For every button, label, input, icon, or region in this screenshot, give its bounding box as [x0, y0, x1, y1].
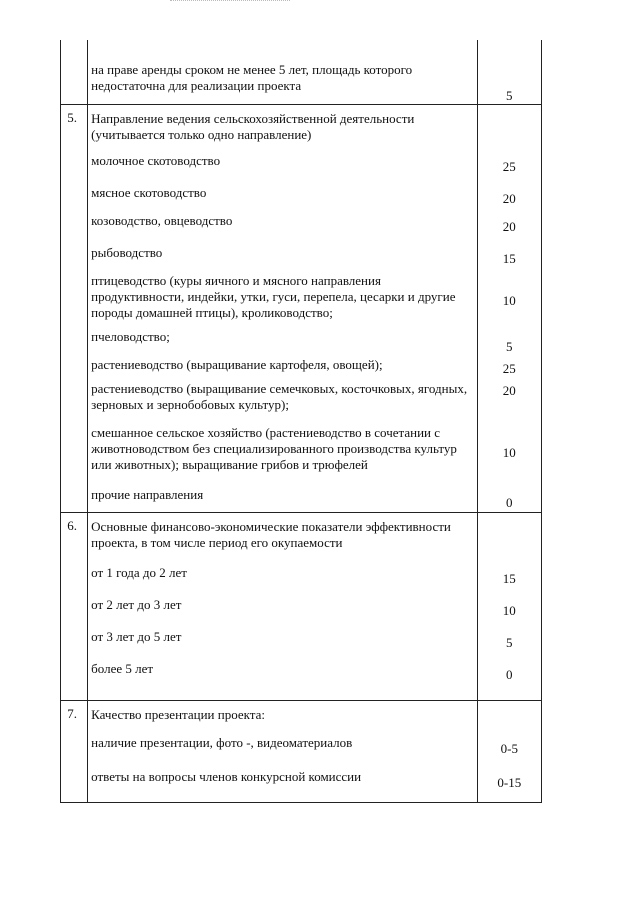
- section-number: [61, 657, 87, 662]
- score-cell: [477, 625, 541, 657]
- section-number-cell: [61, 379, 88, 421]
- section-number: [61, 765, 87, 770]
- score-cell: [477, 181, 541, 209]
- section-number: 7.: [67, 706, 77, 721]
- criteria-row: [61, 657, 542, 701]
- page-top-mark: [170, 0, 290, 3]
- criterion-text: ответы на вопросы членов конкурсной комиссии: [91, 768, 362, 784]
- score-cell: [477, 149, 541, 181]
- criterion-text-cell: [88, 765, 477, 803]
- criterion-text: Основные финансово-экономические показатели эффективности проекта, в том числе период его окупаемости: [91, 519, 451, 550]
- section-number-cell: [61, 657, 88, 701]
- section-header-row: [61, 513, 542, 561]
- criteria-row: [61, 40, 542, 105]
- criteria-table: [60, 40, 542, 803]
- section-number: [61, 593, 87, 598]
- section-number-cell: [61, 355, 88, 379]
- criterion-text-cell: [88, 379, 477, 421]
- criterion-text-cell: [88, 105, 477, 149]
- section-number-cell: [61, 731, 88, 765]
- score-value: 0-5: [500, 740, 518, 756]
- section-number: [61, 485, 87, 490]
- criterion-text-cell: [88, 625, 477, 657]
- score-value: 25: [502, 360, 516, 376]
- section-number-cell: [61, 40, 88, 105]
- criterion-text-cell: [88, 513, 477, 561]
- criterion-text: на праве аренды сроком не менее 5 лет, площадь которого недостаточна для реализации проекта: [91, 62, 413, 93]
- score-value: 20: [502, 190, 516, 206]
- criterion-text-cell: [88, 327, 477, 355]
- criterion-text: наличие презентации, фото -, видеоматериалов: [91, 734, 353, 750]
- section-header-row: [61, 105, 542, 149]
- criteria-row: [61, 379, 542, 421]
- score-value: [478, 701, 541, 707]
- score-cell: [477, 513, 541, 561]
- criterion-text-cell: [88, 485, 477, 513]
- section-number: [61, 731, 87, 736]
- criterion-text: от 1 года до 2 лет: [91, 564, 187, 580]
- score-cell: [477, 355, 541, 379]
- criteria-row: [61, 269, 542, 327]
- criterion-text-cell: [88, 355, 477, 379]
- criteria-row: [61, 181, 542, 209]
- score-cell: [477, 593, 541, 625]
- criterion-text: рыбоводство: [91, 244, 163, 260]
- score-value: 10: [502, 444, 516, 460]
- section-number: [61, 241, 87, 246]
- criterion-text: козоводство, овцеводство: [91, 212, 233, 228]
- section-number-cell: [61, 327, 88, 355]
- criterion-text-cell: [88, 40, 477, 105]
- score-value: 0-15: [497, 774, 522, 790]
- score-value: 20: [502, 218, 516, 234]
- criterion-text-cell: [88, 241, 477, 269]
- score-cell: [477, 327, 541, 355]
- section-number-cell: [61, 485, 88, 513]
- score-value: 10: [502, 292, 516, 308]
- criterion-text: пчеловодство;: [91, 328, 170, 344]
- criteria-row: [61, 241, 542, 269]
- section-number-cell: [61, 421, 88, 485]
- score-value: [478, 513, 541, 519]
- score-cell: [477, 701, 541, 731]
- criteria-row: [61, 561, 542, 593]
- criterion-text-cell: [88, 657, 477, 701]
- score-cell: [477, 561, 541, 593]
- score-value: 20: [502, 382, 516, 398]
- criteria-row: [61, 731, 542, 765]
- section-number-cell: [61, 513, 88, 561]
- section-number: [61, 421, 87, 426]
- section-header-row: [61, 701, 542, 731]
- section-number: [61, 149, 87, 154]
- score-value: 10: [502, 602, 516, 618]
- criterion-text: от 2 лет до 3 лет: [91, 596, 182, 612]
- section-number-cell: [61, 181, 88, 209]
- criterion-text: мясное скотоводство: [91, 184, 207, 200]
- criteria-row: [61, 149, 542, 181]
- criterion-text: смешанное сельское хозяйство (растениеводство в сочетании с животноводством без специализированного производства культур или животных); выращивание грибов и трюфелей: [91, 424, 457, 472]
- criterion-text-cell: [88, 209, 477, 241]
- score-value: 5: [506, 88, 513, 103]
- section-number-cell: [61, 269, 88, 327]
- criterion-text: растениеводство (выращивание картофеля, овощей);: [91, 356, 383, 372]
- criterion-text: прочие направления: [91, 486, 204, 502]
- section-number-cell: [61, 209, 88, 241]
- section-number: 5.: [67, 110, 77, 125]
- score-cell: [477, 269, 541, 327]
- section-number: [61, 269, 87, 274]
- criterion-text-cell: [88, 149, 477, 181]
- criteria-row: [61, 765, 542, 803]
- criteria-row: [61, 209, 542, 241]
- criterion-text: птицеводство (куры яичного и мясного направления продуктивности, индейки, утки, гуси, перепела, цесарки и другие породы домашней птицы), кролиководство;: [91, 272, 456, 320]
- score-cell: [477, 241, 541, 269]
- criteria-row: [61, 593, 542, 625]
- criterion-text: Направление ведения сельскохозяйственной деятельности (учитывается только одно направление): [91, 111, 415, 142]
- score-cell: [477, 209, 541, 241]
- section-number: [61, 355, 87, 360]
- criteria-row: [61, 421, 542, 485]
- section-number: [61, 181, 87, 186]
- score-value: 15: [502, 250, 516, 266]
- criteria-row: [61, 327, 542, 355]
- section-number: 6.: [67, 518, 77, 533]
- section-number-cell: [61, 149, 88, 181]
- score-value: 5: [506, 634, 513, 650]
- score-value: 15: [502, 570, 516, 586]
- score-cell: [477, 485, 541, 513]
- score-value: 25: [502, 158, 516, 174]
- section-number-cell: [61, 105, 88, 149]
- criteria-row: [61, 355, 542, 379]
- criterion-text: растениеводство (выращивание семечковых, косточковых, ягодных, зерновых и зернобобовых культур);: [91, 380, 468, 412]
- section-number: [61, 40, 87, 45]
- score-cell: [477, 657, 541, 701]
- criterion-text-cell: [88, 561, 477, 593]
- section-number-cell: [61, 625, 88, 657]
- score-value: 5: [506, 338, 513, 354]
- score-cell: [477, 40, 541, 105]
- criterion-text-cell: [88, 731, 477, 765]
- criterion-text: молочное скотоводство: [91, 152, 221, 168]
- score-value: 0: [506, 666, 513, 682]
- section-number-cell: [61, 593, 88, 625]
- section-number: [61, 625, 87, 630]
- score-value: [478, 105, 541, 111]
- criterion-text-cell: [88, 181, 477, 209]
- score-cell: [477, 105, 541, 149]
- section-number-cell: [61, 701, 88, 731]
- criteria-row: [61, 625, 542, 657]
- criterion-text-cell: [88, 421, 477, 485]
- criteria-table-body: [61, 40, 542, 803]
- section-number-cell: [61, 241, 88, 269]
- criterion-text-cell: [88, 593, 477, 625]
- criteria-row: [61, 485, 542, 513]
- section-number: [61, 209, 87, 214]
- score-cell: [477, 731, 541, 765]
- criterion-text-cell: [88, 269, 477, 327]
- criterion-text: от 3 лет до 5 лет: [91, 628, 182, 644]
- score-cell: [477, 421, 541, 485]
- section-number: [61, 327, 87, 332]
- score-cell: [477, 765, 541, 803]
- criterion-text: Качество презентации проекта:: [91, 707, 266, 722]
- section-number: [61, 561, 87, 566]
- criterion-text: более 5 лет: [91, 660, 154, 676]
- section-number-cell: [61, 765, 88, 803]
- score-cell: [477, 379, 541, 421]
- section-number-cell: [61, 561, 88, 593]
- score-value: 0: [506, 494, 513, 510]
- criterion-text-cell: [88, 701, 477, 731]
- section-number: [61, 379, 87, 384]
